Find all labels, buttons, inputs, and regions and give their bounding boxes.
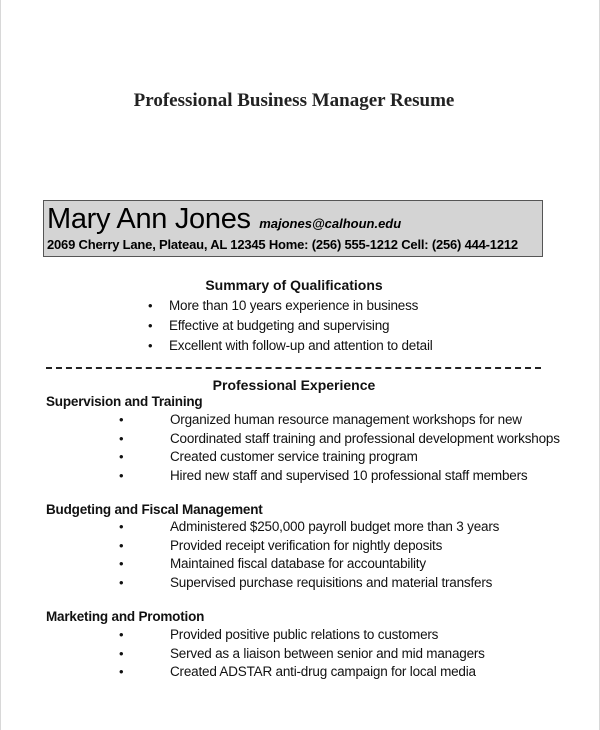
list-item — [119, 537, 499, 556]
marketing-promotion-list — [119, 626, 485, 682]
list-item-text: Created ADSTAR anti-drug campaign for local media — [170, 664, 476, 680]
list-item — [119, 411, 560, 430]
budgeting-fiscal-list — [119, 518, 499, 592]
list-item — [119, 663, 485, 682]
supervision-training-list — [119, 411, 560, 485]
list-item-text: Supervised purchase requisitions and material transfers — [170, 574, 493, 590]
bullet-icon: • — [148, 298, 153, 313]
list-item — [119, 467, 560, 486]
section-divider — [46, 367, 541, 369]
list-item-text: Created customer service training program — [170, 449, 418, 465]
list-item-text: Organized human resource management workshops for new — [170, 412, 522, 427]
list-item — [119, 448, 560, 467]
list-item — [119, 430, 560, 449]
bullet-icon: • — [119, 574, 124, 590]
bullet-icon: • — [119, 627, 124, 642]
list-item-text: Hired new staff and supervised 10 professional staff members — [170, 467, 528, 483]
list-item — [148, 296, 433, 316]
contact-header-box — [43, 200, 543, 257]
list-item — [119, 645, 485, 664]
list-item-text: More than 10 years experience in business — [169, 298, 419, 313]
bullet-icon: • — [119, 412, 124, 427]
list-item-text: Provided positive public relations to customers — [170, 627, 439, 642]
list-item-text: Served as a liaison between senior and mid managers — [170, 645, 485, 661]
summary-heading: Summary of Qualifications — [205, 277, 383, 293]
candidate-email: majones@calhoun.edu — [259, 216, 402, 231]
list-item — [148, 336, 433, 356]
bullet-icon: • — [119, 449, 124, 465]
bullet-icon: • — [148, 338, 153, 353]
bullet-icon: • — [119, 556, 124, 572]
list-item-text: Coordinated staff training and professional development workshops — [170, 430, 560, 446]
list-item-text: Effective at budgeting and supervising — [169, 318, 390, 333]
summary-list — [148, 296, 433, 356]
bullet-icon: • — [119, 467, 124, 483]
bullet-icon: • — [119, 519, 124, 534]
list-item-text: Excellent with follow-up and attention to detail — [169, 338, 433, 353]
bullet-icon: • — [119, 430, 124, 446]
document-title: Professional Business Manager Resume — [133, 90, 455, 111]
list-item-text: Maintained fiscal database for accountability — [170, 556, 426, 572]
list-item — [119, 555, 499, 574]
experience-heading: Professional Experience — [212, 377, 376, 393]
candidate-name: Mary Ann Jones — [47, 203, 251, 235]
name-line — [47, 203, 401, 236]
bullet-icon: • — [119, 537, 124, 553]
category-supervision-training: Supervision and Training — [46, 394, 203, 409]
bullet-icon: • — [148, 318, 153, 333]
list-item — [119, 518, 499, 537]
list-item — [148, 316, 433, 336]
bullet-icon: • — [119, 645, 124, 661]
list-item — [119, 626, 485, 645]
list-item-text: Administered $250,000 payroll budget more than 3 years — [170, 519, 500, 534]
category-budgeting-fiscal: Budgeting and Fiscal Management — [46, 502, 263, 517]
category-marketing-promotion: Marketing and Promotion — [46, 609, 205, 624]
list-item — [119, 574, 499, 593]
contact-line: 2069 Cherry Lane, Plateau, AL 12345 Home: (256) 555-1212 Cell: (256) 444-1212 — [47, 237, 518, 252]
list-item-text: Provided receipt verification for nightly deposits — [170, 537, 443, 553]
bullet-icon: • — [119, 664, 124, 680]
